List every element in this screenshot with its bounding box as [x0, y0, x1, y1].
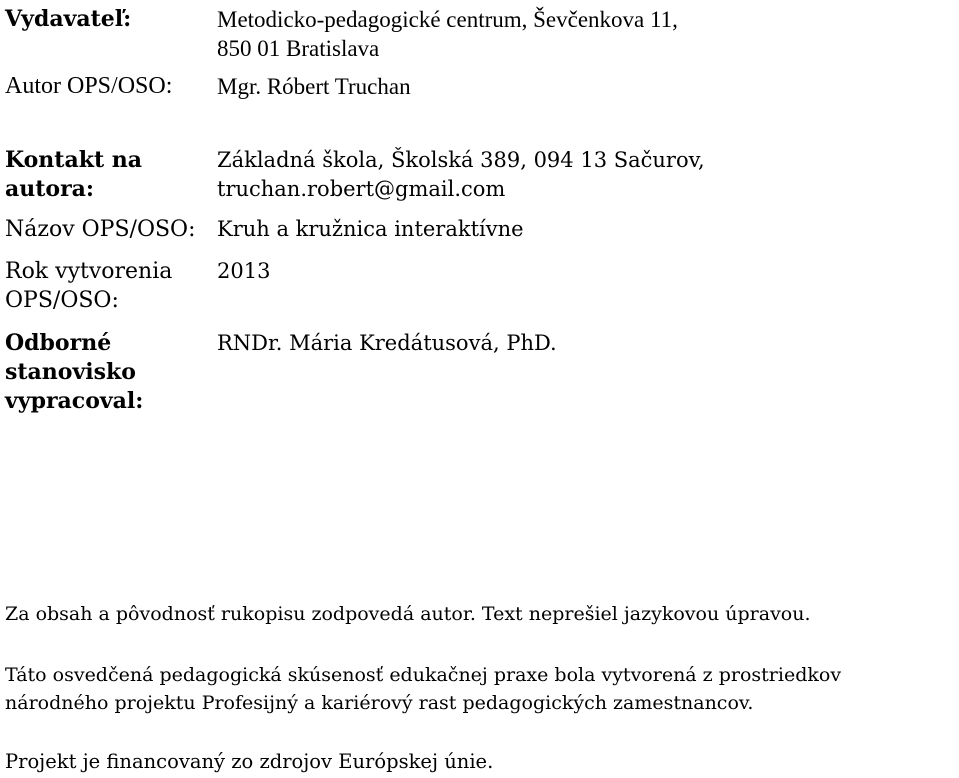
title-label: Názov OPS/OSO:: [5, 217, 196, 242]
publisher-line-1: Metodicko-pedagogické centrum, Ševčenkova 11,: [217, 7, 678, 32]
year-label-line-2: OPS/OSO:: [5, 288, 119, 313]
review-label-line-2: stanovisko: [5, 359, 136, 385]
contact-value: [217, 146, 705, 204]
contact-label-line-2: autora:: [5, 176, 95, 202]
author-value: Mgr. Róbert Truchan: [217, 74, 411, 99]
year-value: 2013: [217, 259, 271, 283]
publisher-value: [217, 5, 678, 63]
year-label-line-1: Rok vytvorenia: [5, 259, 173, 284]
review-value: RNDr. Mária Kredátusová, PhD.: [217, 331, 557, 355]
publisher-label: Vydavateľ:: [5, 6, 132, 32]
publisher-line-2: 850 01 Bratislava: [217, 36, 380, 61]
author-label: Autor OPS/OSO:: [5, 73, 173, 99]
responsibility-note: Za obsah a pôvodnosť rukopisu zodpovedá autor. Text neprešiel jazykovou úpravou.: [5, 603, 811, 625]
contact-label: [5, 146, 205, 204]
contact-email: truchan.robert@gmail.com: [217, 177, 506, 201]
origin-note-line-2: národného projektu Profesijný a kariérový rast pedagogických zamestnancov.: [5, 692, 754, 714]
title-value: Kruh a kružnica interaktívne: [217, 217, 524, 241]
origin-note: [5, 661, 954, 717]
contact-line-1: Základná škola, Školská 389, 094 13 Sačurov,: [217, 148, 705, 172]
funding-note: Projekt je financovaný zo zdrojov Európskej únie.: [5, 750, 494, 773]
contact-label-line-1: Kontakt na: [5, 147, 143, 173]
review-label-line-1: Odborné: [5, 330, 112, 356]
review-label-line-3: vypracoval:: [5, 388, 144, 414]
review-label: [5, 329, 205, 416]
origin-note-line-1: Táto osvedčená pedagogická skúsenosť edukačnej praxe bola vytvorená z prostriedkov: [5, 664, 842, 686]
year-label: [5, 257, 205, 315]
